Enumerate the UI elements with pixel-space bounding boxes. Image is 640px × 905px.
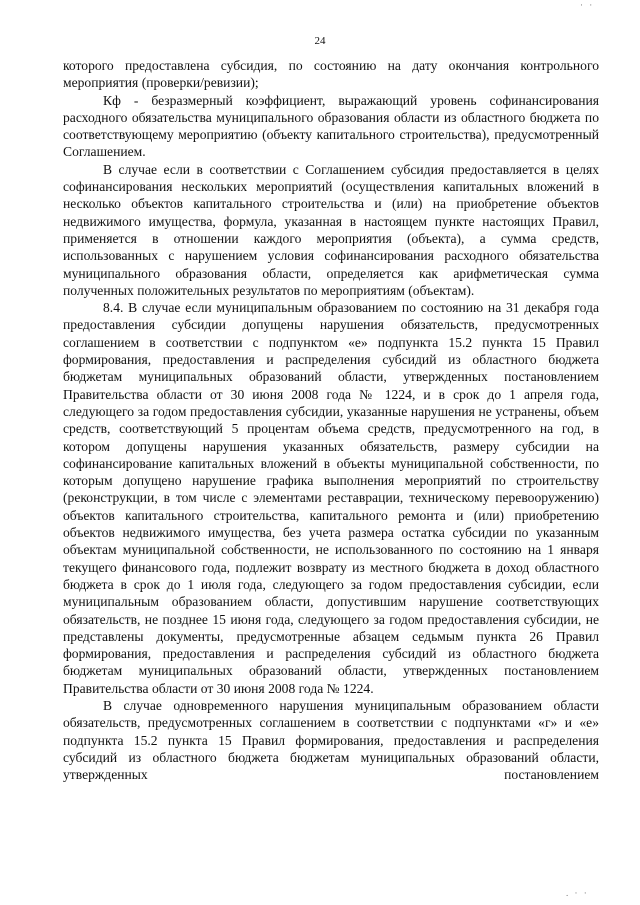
paragraph-3-text: целях софинансирования нескольких мероприятий (осуществления капитальных вложений в несколько объектов капитального строительства и (или) на приобретение объектов недвижимого имущества, формула, указанная в настоящем пункте настоящих Правил, применяется в отношении каждого мероприятия (объекта), а сумма средств, использованных с нарушением условия софинансирования расходного обязательства муниципального образования области, определяется как арифметическая сумма полученных положительных результатов по мероприятиям (объектам). [63,161,600,298]
paragraph-1 [63,57,599,92]
scan-mark-top: · · [580,0,595,10]
paragraph-2-first-line: Кф - безразмерный коэффициент, выражающий уровень софинансирования [103,92,599,108]
paragraph-1-first-line: которого предоставлена субсидия, по состоянию на дату окончания контрольного [63,58,599,73]
paragraph-4-first-line: 8.4. В случае если муниципальным образованием по состоянию на 31 [103,300,520,316]
paragraph-2-text: расходного обязательства муниципального образования области из областного бюджета по соответствующему мероприятию (объекту капитального строительства), предусмотренный Соглашением. [63,109,599,160]
paragraph-5-text: области обязательств, предусмотренных соглашением в соответствии с подпунктами «г» и «е» подпункта 15.2 пункта 15 Правил формирования, предоставления и распределения субсидий из областного бюджета бюджетам муниципальных образований области, утвержденных постановлением [63,697,599,783]
paragraph-4-text: декабря года предоставления субсидии допущены нарушения обязательств, предусмотренных соглашением в соответствии с подпунктом «е» подпункта 15.2 пункта 15 Правил формирования, предоставления и распределения субсидий из областного бюджета бюджетам муниципальных образований области, утвержденных постановлением Правительства области от 30 июня 2008 года № 1224, и в срок до 1 апреля года, следующего за годом предоставления субсидии, указанные нарушения не устранены, объем средств, соответствующий 5 процентам объема средств, предусмотренного на год, в котором допущены нарушения указанных обязательств, размеру субсидии на софинансирование капитальных вложений в объекты муниципальной собственности, по которым допущено нарушение графика выполнения мероприятий по строительству (реконструкции, в том числе с элементами реставрации, техническому перевооружению) объектов капитального строительства, капитального ремонта и (или) приобретению объектов недвижимого имущества, без учета размера остатка субсидии по указанным объектам муниципальной собственности, не использованного по состоянию на 1 января текущего финансового года, подлежит возврату из местного бюджета в доход областного бюджета в срок до 1 июля года, следующего за годом предоставления субсидии, если муниципальным образованием области, допустившим нарушение соответствующих обязательств, не позднее 15 июня года, следующего за годом предоставления субсидии, не представлены документы, предусмотренные абзацем седьмым пункта 26 Правил формирования, предоставления и распределения субсидий из областного бюджета бюджетам муниципальных образований области, утвержденных постановлением Правительства области от 30 июня 2008 года № 1224. [63,300,599,696]
paragraph-3-first-line: В случае если в соответствии с Соглашением субсидия предоставляется в [103,161,560,177]
paragraph-5 [63,697,599,783]
paragraph-4 [63,299,599,697]
paragraph-3 [63,161,599,299]
page-number: 24 [314,35,326,47]
paragraph-1-text: мероприятия (проверки/ревизии); [63,75,259,91]
paragraph-5-first-line: В случае одновременного нарушения муниципальным образованием [103,697,543,713]
document-body [63,57,599,783]
paragraph-2 [63,92,599,161]
scan-mark-bottom: . · · [566,888,589,898]
